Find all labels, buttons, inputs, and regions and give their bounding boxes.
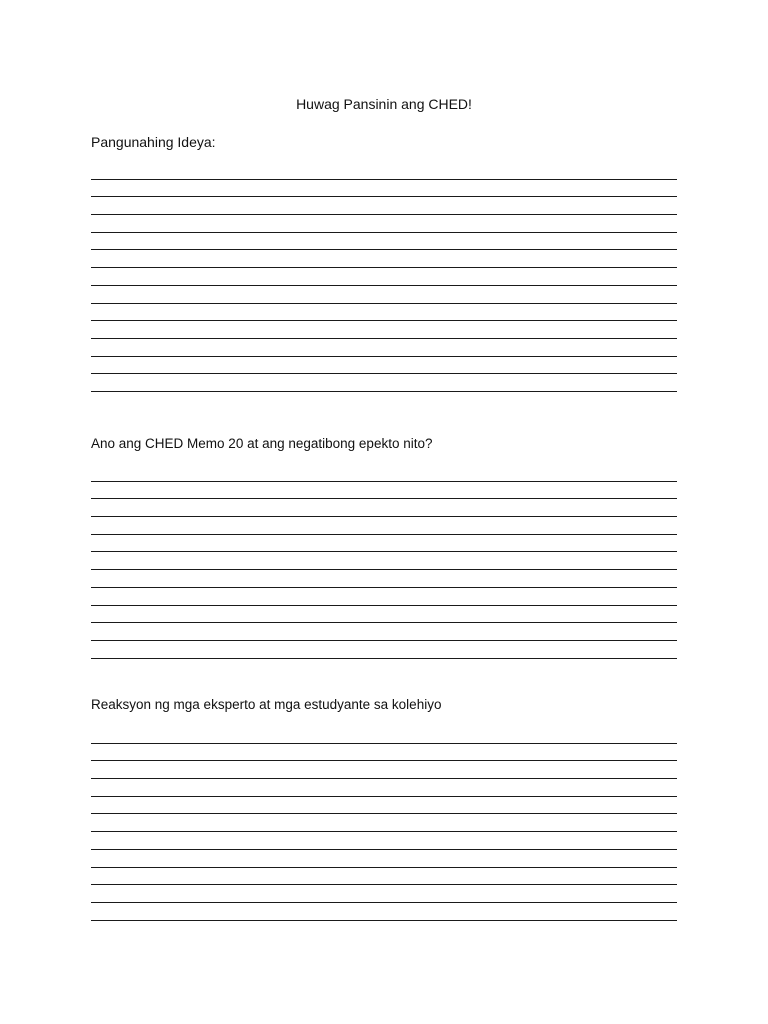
writing-line <box>91 832 677 850</box>
writing-line <box>91 641 677 659</box>
section-heading-ched-memo: Ano ang CHED Memo 20 at ang negatibong epekto nito? <box>91 436 433 451</box>
writing-line <box>91 552 677 570</box>
writing-line <box>91 268 677 286</box>
answer-lines-main-idea <box>91 162 677 392</box>
writing-line <box>91 197 677 215</box>
writing-line <box>91 868 677 886</box>
writing-line <box>91 797 677 815</box>
writing-line <box>91 744 677 762</box>
writing-line <box>91 482 677 500</box>
writing-line <box>91 499 677 517</box>
writing-line <box>91 374 677 392</box>
writing-line <box>91 304 677 322</box>
writing-line <box>91 162 677 180</box>
writing-line <box>91 623 677 641</box>
answer-lines-reactions <box>91 726 677 921</box>
writing-line <box>91 250 677 268</box>
writing-line <box>91 233 677 251</box>
writing-line <box>91 464 677 482</box>
writing-line <box>91 606 677 624</box>
writing-line <box>91 903 677 921</box>
section-heading-reactions: Reaksyon ng mga eksperto at mga estudyante sa kolehiyo <box>91 697 442 712</box>
writing-line <box>91 286 677 304</box>
writing-line <box>91 726 677 744</box>
writing-line <box>91 850 677 868</box>
writing-line <box>91 517 677 535</box>
writing-line <box>91 215 677 233</box>
writing-line <box>91 779 677 797</box>
writing-line <box>91 570 677 588</box>
writing-line <box>91 885 677 903</box>
section-heading-main-idea: Pangunahing Ideya: <box>91 134 216 150</box>
writing-line <box>91 339 677 357</box>
page-title: Huwag Pansinin ang CHED! <box>296 96 472 112</box>
writing-line <box>91 357 677 375</box>
answer-lines-ched-memo <box>91 464 677 659</box>
writing-line <box>91 321 677 339</box>
writing-line <box>91 814 677 832</box>
writing-line <box>91 761 677 779</box>
writing-line <box>91 180 677 198</box>
writing-line <box>91 535 677 553</box>
writing-line <box>91 588 677 606</box>
